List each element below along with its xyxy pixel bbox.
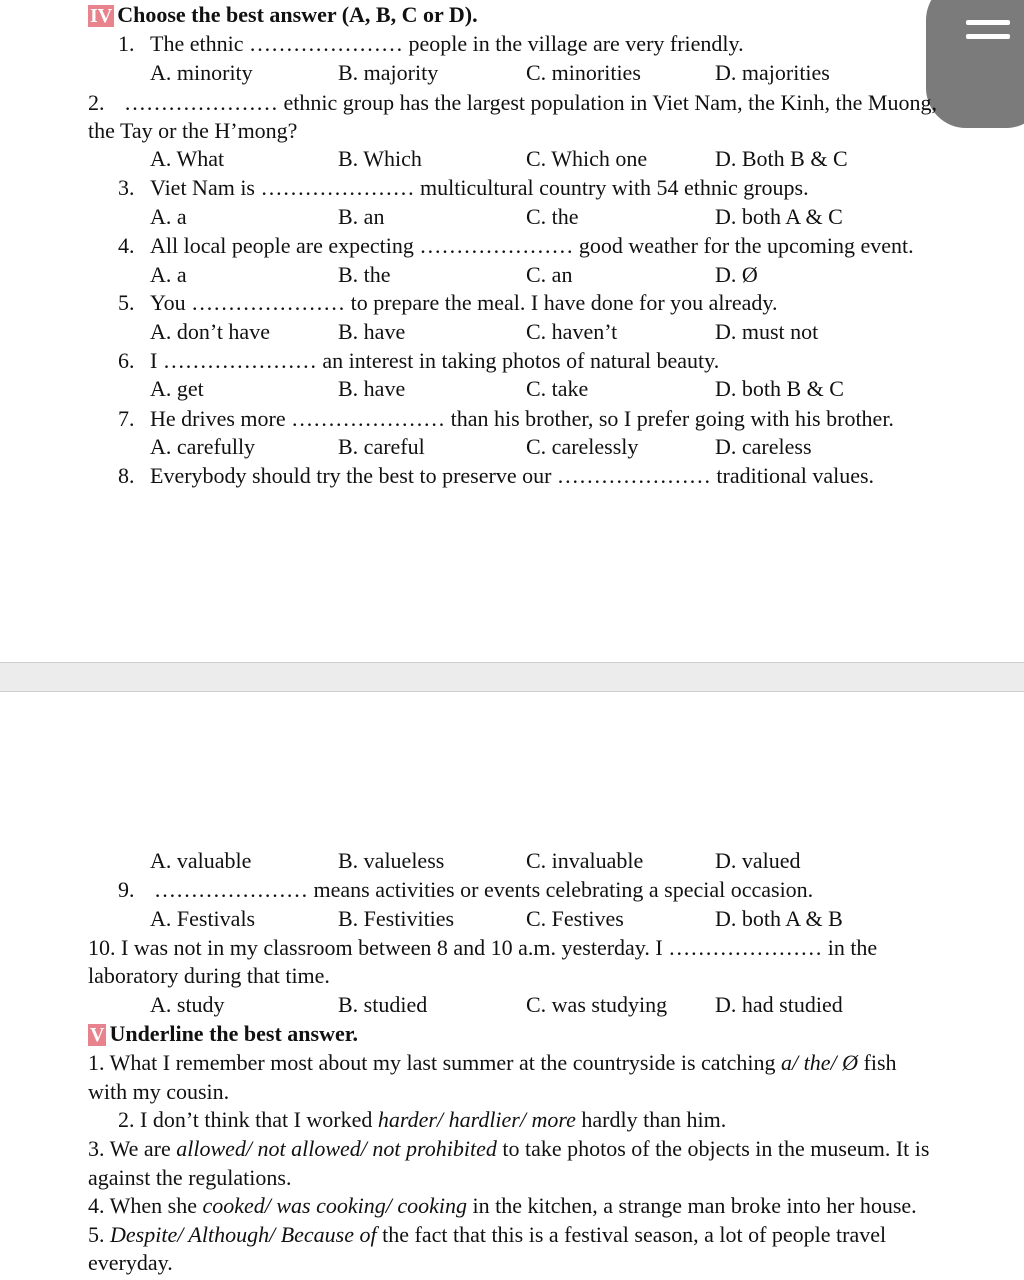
item-text: fish <box>858 1050 897 1075</box>
option-d[interactable]: D. had studied <box>715 992 843 1017</box>
item-text: 3. We are <box>88 1136 177 1161</box>
option-b[interactable]: B. valueless <box>338 848 445 873</box>
question-8 <box>118 461 874 490</box>
question-2 <box>88 88 937 117</box>
option-c[interactable]: C. was studying <box>526 992 668 1017</box>
section-4-badge: IV <box>90 5 113 27</box>
underline-item-1 <box>88 1048 897 1077</box>
item-text: the fact that this is a festival season, a lot of people travel <box>376 1222 887 1247</box>
question-text: He drives more ………………… than his brother, so I prefer going with his brother. <box>150 406 894 431</box>
question-9 <box>118 875 813 904</box>
option-b[interactable]: B. have <box>338 319 406 344</box>
option-c[interactable]: C. take <box>526 376 589 401</box>
question-text: All local people are expecting ………………… good weather for the upcoming event. <box>150 233 914 258</box>
question-text: The ethnic ………………… people in the village are very friendly. <box>150 31 744 56</box>
question-5 <box>118 288 777 317</box>
underline-item-5 <box>88 1220 886 1249</box>
option-b[interactable]: B. studied <box>338 992 428 1017</box>
item-text: 2. I don’t think that I worked <box>118 1107 378 1132</box>
answer-choices[interactable]: a/ the/ Ø <box>781 1050 859 1075</box>
option-b[interactable]: B. majority <box>338 60 439 85</box>
option-a[interactable]: A. valuable <box>150 848 252 873</box>
option-c[interactable]: C. haven’t <box>526 319 618 344</box>
section-5-title: Underline the best answer. <box>109 1021 358 1046</box>
question-text: ………………… ethnic group has the largest population in Viet Nam, the Kinh, the Muong, <box>124 90 937 115</box>
option-c[interactable]: C. minorities <box>526 60 641 85</box>
question-1 <box>118 29 744 58</box>
section-4-title: Choose the best answer (A, B, C or D). <box>117 2 478 27</box>
question-text: You ………………… to prepare the meal. I have done for you already. <box>150 290 778 315</box>
question-number: 3. <box>118 175 135 200</box>
item-text: in the kitchen, a strange man broke into her house. <box>467 1193 917 1218</box>
underline-item-3 <box>88 1134 929 1163</box>
section-5-header <box>88 1019 358 1048</box>
question-text: ………………… means activities or events celebrating a special occasion. <box>154 877 814 902</box>
question-text: Everybody should try the best to preserve our ………………… traditional values. <box>150 463 875 488</box>
option-b[interactable]: B. careful <box>338 434 425 459</box>
option-b[interactable]: B. Which <box>338 146 422 171</box>
page-break <box>0 662 1024 692</box>
option-d[interactable]: D. valued <box>715 848 801 873</box>
option-d[interactable]: D. both B & C <box>715 376 844 401</box>
question-number: 4. <box>118 233 135 258</box>
question-10-continued: laboratory during that time. <box>88 963 330 988</box>
underline-item-3-continued: against the regulations. <box>88 1165 292 1190</box>
option-d[interactable]: D. both A & B <box>715 906 843 931</box>
option-d[interactable]: D. Ø <box>715 262 758 287</box>
question-number: 1. <box>118 31 135 56</box>
option-d[interactable]: D. must not <box>715 319 819 344</box>
item-text: to take photos of the objects in the museum. It is <box>496 1136 930 1161</box>
option-c[interactable]: C. Which one <box>526 146 648 171</box>
section-4-header <box>88 0 478 29</box>
question-10: 10. I was not in my classroom between 8 and 10 a.m. yesterday. I ………………… in the <box>88 935 878 960</box>
question-text: I ………………… an interest in taking photos of natural beauty. <box>150 348 720 373</box>
answer-choices[interactable]: harder/ hardlier/ more <box>377 1107 576 1132</box>
option-b[interactable]: B. have <box>338 376 406 401</box>
question-number: 6. <box>118 348 135 373</box>
option-b[interactable]: B. an <box>338 204 385 229</box>
answer-choices[interactable]: cooked/ was cooking/ cooking <box>202 1193 468 1218</box>
option-b[interactable]: B. the <box>338 262 391 287</box>
item-text: 1. What I remember most about my last summer at the countryside is catching <box>88 1050 782 1075</box>
scroll-handle[interactable] <box>926 0 1024 128</box>
handle-grip-line <box>966 20 1010 25</box>
option-a[interactable]: A. a <box>150 262 187 287</box>
option-a[interactable]: A. don’t have <box>150 319 270 344</box>
question-number: 5. <box>118 290 135 315</box>
question-2-continued: the Tay or the H’mong? <box>88 118 298 143</box>
question-3 <box>118 173 809 202</box>
question-6 <box>118 346 719 375</box>
option-a[interactable]: A. get <box>150 376 204 401</box>
option-d[interactable]: D. both A & C <box>715 204 843 229</box>
option-c[interactable]: C. carelessly <box>526 434 639 459</box>
item-text: 4. When she <box>88 1193 203 1218</box>
question-text: Viet Nam is ………………… multicultural country with 54 ethnic groups. <box>150 175 809 200</box>
option-c[interactable]: C. invaluable <box>526 848 644 873</box>
question-number: 8. <box>118 463 135 488</box>
question-number: 9. <box>118 877 135 902</box>
underline-item-1-continued: with my cousin. <box>88 1079 230 1104</box>
handle-grip-line <box>966 34 1010 39</box>
option-a[interactable]: A. a <box>150 204 187 229</box>
answer-choices[interactable]: allowed/ not allowed/ not prohibited <box>176 1136 497 1161</box>
option-c[interactable]: C. an <box>526 262 573 287</box>
underline-item-4 <box>88 1191 917 1220</box>
option-a[interactable]: A. What <box>150 146 225 171</box>
option-a[interactable]: A. carefully <box>150 434 256 459</box>
underline-item-5-continued: everyday. <box>88 1250 173 1275</box>
option-a[interactable]: A. minority <box>150 60 253 85</box>
option-d[interactable]: D. majorities <box>715 60 830 85</box>
option-d[interactable]: D. Both B & C <box>715 146 848 171</box>
question-4 <box>118 231 914 260</box>
question-number: 7. <box>118 406 135 431</box>
underline-item-2 <box>118 1105 726 1134</box>
option-b[interactable]: B. Festivities <box>338 906 455 931</box>
question-7 <box>118 404 894 433</box>
option-a[interactable]: A. Festivals <box>150 906 256 931</box>
item-text: hardly than him. <box>575 1107 727 1132</box>
option-c[interactable]: C. Festives <box>526 906 624 931</box>
item-text: 5. <box>88 1222 110 1247</box>
question-number: 2. <box>88 90 105 115</box>
section-5-badge: V <box>90 1024 105 1046</box>
option-d[interactable]: D. careless <box>715 434 812 459</box>
option-a[interactable]: A. study <box>150 992 225 1017</box>
answer-choices[interactable]: Despite/ Although/ Because of <box>110 1222 377 1247</box>
option-c[interactable]: C. the <box>526 204 579 229</box>
